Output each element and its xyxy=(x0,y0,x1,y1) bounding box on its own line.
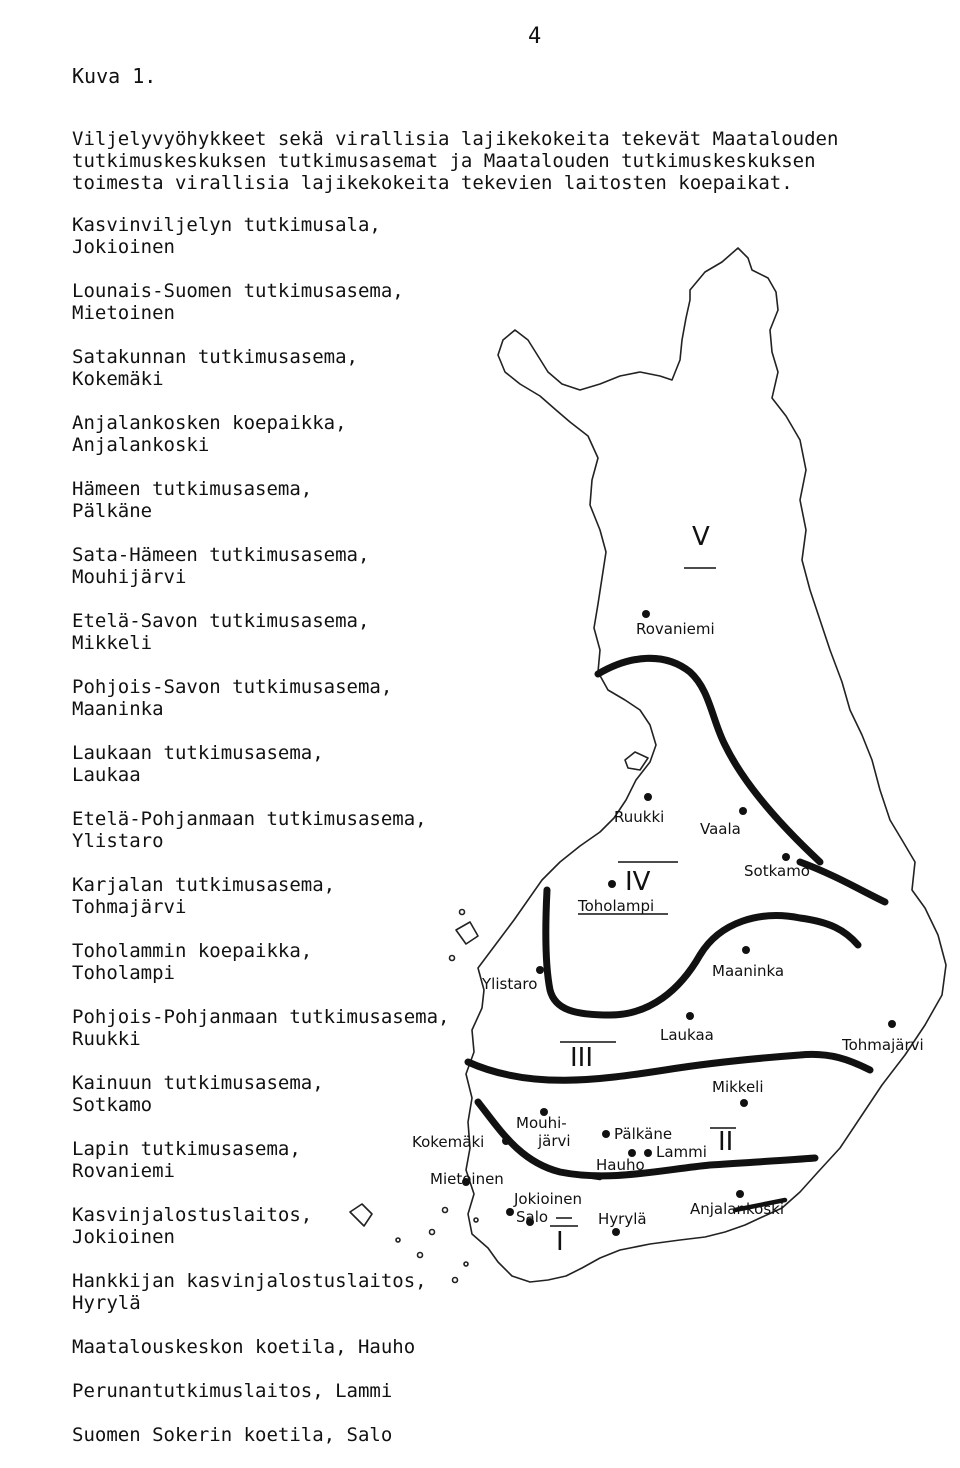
station-place: Kokemäki xyxy=(72,368,164,390)
map-label-kokemaki: Kokemäki xyxy=(412,1133,485,1151)
station-name: Etelä-Pohjanmaan tutkimusasema, xyxy=(72,808,427,830)
station-name: Kasvinjalostuslaitos, xyxy=(72,1204,313,1226)
station-item xyxy=(72,1006,450,1050)
location-marker xyxy=(742,946,750,954)
station-name: Sata-Hämeen tutkimusasema, xyxy=(72,544,370,566)
zone-label-iii: III xyxy=(570,1043,594,1073)
station-name: Pohjois-Pohjanmaan tutkimusasema, xyxy=(72,1006,450,1028)
station-name: Etelä-Savon tutkimusasema, xyxy=(72,610,370,632)
map-label-mikkeli: Mikkeli xyxy=(712,1078,764,1096)
station-name: Kasvinviljelyn tutkimusala, xyxy=(72,214,381,236)
location-marker xyxy=(740,1099,748,1107)
station-name: Perunantutkimuslaitos, Lammi xyxy=(72,1380,393,1402)
station-place: Pälkäne xyxy=(72,500,153,522)
map-label-laukaa: Laukaa xyxy=(660,1026,714,1044)
station-name: Satakunnan tutkimusasema, xyxy=(72,346,358,368)
location-marker xyxy=(782,853,790,861)
map-label-hyryla: Hyrylä xyxy=(598,1210,647,1228)
station-name: Anjalankosken koepaikka, xyxy=(72,412,347,434)
zone-label-i: I xyxy=(556,1227,564,1257)
station-name: Lounais-Suomen tutkimusasema, xyxy=(72,280,404,302)
map-label-maaninka: Maaninka xyxy=(712,962,785,980)
map-label-vaala: Vaala xyxy=(700,820,741,838)
station-item xyxy=(72,1424,432,1446)
station-name: Toholammin koepaikka, xyxy=(72,940,313,962)
station-list xyxy=(72,214,450,1468)
station-place: Ruukki xyxy=(72,1028,141,1050)
zone-border-iii-ii xyxy=(468,1054,870,1080)
map-label-hauho: Hauho xyxy=(596,1156,645,1174)
map-label-lammi: Lammi xyxy=(656,1143,707,1161)
station-place: Toholampi xyxy=(72,962,175,984)
map-label-sotkamo: Sotkamo xyxy=(744,862,810,880)
station-place: Mietoinen xyxy=(72,302,175,324)
map-label-anjalankoski: Anjalankoski xyxy=(690,1200,784,1218)
station-item xyxy=(72,940,432,984)
map-label-mietoinen: Mietoinen xyxy=(430,1170,504,1188)
station-name: Hämeen tutkimusasema, xyxy=(72,478,313,500)
station-place: Jokioinen xyxy=(72,236,175,258)
station-item xyxy=(72,742,432,786)
station-item xyxy=(72,1138,432,1182)
map-label-mouhi: Mouhi- xyxy=(516,1114,567,1132)
station-place: Laukaa xyxy=(72,764,141,786)
map-label-jokioinen: Jokioinen xyxy=(514,1190,583,1208)
station-item xyxy=(72,346,432,390)
station-name: Pohjois-Savon tutkimusasema, xyxy=(72,676,393,698)
station-item xyxy=(72,214,432,258)
station-item xyxy=(72,874,432,918)
zone-label-ii: II xyxy=(718,1127,734,1157)
map-label-jarvi: järvi xyxy=(538,1132,571,1150)
station-item xyxy=(72,808,432,852)
station-name: Suomen Sokerin koetila, Salo xyxy=(72,1424,393,1446)
map-label-rovaniemi: Rovaniemi xyxy=(636,620,715,638)
location-marker xyxy=(686,1012,694,1020)
location-marker xyxy=(644,793,652,801)
station-place: Ylistaro xyxy=(72,830,164,852)
station-place: Sotkamo xyxy=(72,1094,153,1116)
location-marker xyxy=(612,1228,620,1236)
intro-line: tutkimuskeskuksen tutkimusasemat ja Maatalouden tutkimuskeskuksen xyxy=(72,150,816,172)
archipelago-island xyxy=(443,1208,448,1213)
zone-border-iv-east xyxy=(800,862,885,902)
intro-line: toimesta virallisia lajikekokeita tekevien laitosten koepaikat. xyxy=(72,172,793,194)
station-item xyxy=(72,280,432,324)
station-name: Laukaan tutkimusasema, xyxy=(72,742,324,764)
intro-line: Viljelyvyöhykkeet sekä virallisia lajikekokeita tekevät Maatalouden xyxy=(72,128,839,150)
station-place: Rovaniemi xyxy=(72,1160,175,1182)
station-name: Kainuun tutkimusasema, xyxy=(72,1072,324,1094)
station-item xyxy=(72,544,432,588)
location-marker xyxy=(506,1208,514,1216)
archipelago-island xyxy=(460,910,465,915)
coast-detail xyxy=(625,752,648,770)
station-place: Mouhijärvi xyxy=(72,566,187,588)
map-label-ruukki: Ruukki xyxy=(614,808,665,826)
archipelago-island xyxy=(453,1278,458,1283)
station-item xyxy=(72,478,432,522)
coast-detail xyxy=(456,922,478,944)
zone-label-iv: IV xyxy=(625,867,651,897)
station-name: Maatalouskeskon koetila, Hauho xyxy=(72,1336,416,1358)
location-marker xyxy=(642,610,650,618)
station-item xyxy=(72,1270,432,1314)
map-label-salo: Salo xyxy=(516,1208,549,1226)
station-item xyxy=(72,1072,432,1116)
location-marker xyxy=(736,1190,744,1198)
archipelago-island xyxy=(474,1218,478,1222)
station-name: Karjalan tutkimusasema, xyxy=(72,874,336,896)
map-label-toholampi: Toholampi xyxy=(578,897,655,915)
location-marker xyxy=(602,1130,610,1138)
station-item xyxy=(72,1204,432,1248)
station-place: Tohmajärvi xyxy=(72,896,187,918)
map-label-palkane: Pälkäne xyxy=(614,1125,673,1143)
station-name: Hankkijan kasvinjalostuslaitos, xyxy=(72,1270,427,1292)
location-marker xyxy=(608,880,616,888)
station-item xyxy=(72,1380,432,1402)
station-name: Lapin tutkimusasema, xyxy=(72,1138,301,1160)
station-place: Jokioinen xyxy=(72,1226,175,1248)
figure-label: Kuva 1. xyxy=(72,64,157,88)
location-marker xyxy=(502,1137,510,1145)
location-marker xyxy=(888,1020,896,1028)
location-marker xyxy=(739,807,747,815)
station-place: Anjalankoski xyxy=(72,434,210,456)
station-place: Maaninka xyxy=(72,698,164,720)
page-number: 4 xyxy=(528,24,542,49)
archipelago-island xyxy=(450,956,455,961)
location-marker xyxy=(536,966,544,974)
station-item xyxy=(72,610,432,654)
map-label-ylistaro: Ylistaro xyxy=(482,975,538,993)
location-marker xyxy=(644,1149,652,1157)
station-item xyxy=(72,412,432,456)
station-place: Mikkeli xyxy=(72,632,153,654)
station-item xyxy=(72,1336,432,1358)
archipelago-island xyxy=(464,1262,468,1266)
map-label-tohmajarvi: Tohmajärvi xyxy=(842,1036,924,1054)
zone-label-v: V xyxy=(692,522,710,552)
station-place: Hyrylä xyxy=(72,1292,141,1314)
station-item xyxy=(72,676,432,720)
